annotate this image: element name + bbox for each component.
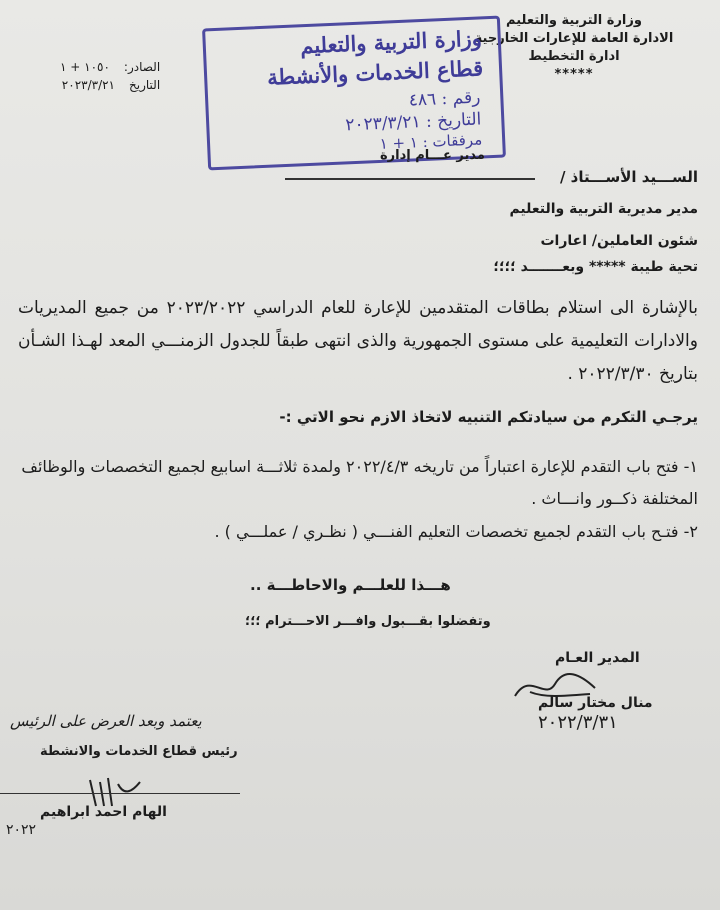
ministry-name: وزارة التربية والتعليم bbox=[506, 13, 642, 28]
closing-knowledge: هـــذا للعلـــم والاحاطـــة .. bbox=[250, 576, 451, 594]
addressee-department: شئون العاملين/ اعارات bbox=[540, 233, 698, 249]
list-item: ٢- فتـح باب التقدم لجميع تخصصات التعليم الفنـــي ( نظـري / عملـــي ) . bbox=[214, 522, 698, 541]
ref-number-value: ١٠٥٠ + ١ bbox=[60, 60, 110, 74]
closing-respect: وتفضلوا بقـــبول وافـــر الاحـــترام ؛؛؛ bbox=[245, 614, 491, 629]
ref-date-label: التاريخ bbox=[129, 78, 161, 92]
addressee-line bbox=[285, 178, 535, 180]
ref-date-value: ٢٠٢٣/٣/٢١ bbox=[61, 78, 115, 92]
sector-head-name: الهام احمد ابراهيم bbox=[40, 804, 167, 820]
list-item: ١- فتح باب التقدم للإعارة اعتباراً من تاريخه ٢٠٢٢/٤/٣ ولمدة ثلاثـــة اسابيع لجميع التخصصات والوظائف المختلفة ذكــور وانـــاث . bbox=[21, 457, 698, 508]
ref-number-label: الصادر: bbox=[123, 60, 161, 74]
stamp-date: التاريخ : ٢٠٢٣/٣/٢١ bbox=[344, 109, 482, 136]
stamp-attachments: مرفقات : ١ + ١ bbox=[379, 130, 483, 153]
general-manager-date: ٢٠٢٢/٣/٣١ bbox=[538, 712, 618, 733]
sector-head-date: ٢٠٢٢ bbox=[6, 822, 37, 838]
director-label: مدير عـــام إدارة bbox=[380, 148, 485, 163]
sector-head-title: رئيس قطاع الخدمات والانشطة bbox=[40, 744, 238, 759]
general-manager-title: المدير العـام bbox=[555, 650, 640, 666]
greeting: تحية طيبة ***** وبعـــــــد ؛؛؛؛ bbox=[493, 259, 698, 275]
stamp-line-sector: قطاع الخدمات والأنشطة bbox=[266, 55, 484, 90]
general-manager-name: منال مختار سالم bbox=[538, 695, 653, 711]
body-paragraph: بالإشارة الى استلام بطاقات المتقدمين للإعارة للعام الدراسي ٢٠٢٣/٢٠٢٢ من جميع المديريات والادارات التعليمية على مستوى الجمهورية والذى انتهى طبقاً للجدول الزمنـــي المعد لهـذا الشـأن بتاريخ ٢٠٢٢/٣/٣٠ . bbox=[18, 298, 698, 384]
addressee-salutation: الســـيد الأســـتاذ / bbox=[559, 168, 698, 186]
handwritten-note: يعتمد وبعد العرض على الرئيس bbox=[10, 712, 202, 730]
signature-line bbox=[0, 793, 240, 794]
request-line: يرجـي التكرم من سيادتكم التنبيه لاتخاذ الازم نحو الاتي :- bbox=[279, 408, 698, 426]
department-name: الادارة العامة للإعارات الخارجية bbox=[474, 31, 674, 46]
section-name: ادارة التخطيط bbox=[528, 49, 620, 64]
header-stars: ***** bbox=[554, 67, 594, 82]
stamp-line-ministry: وزارة التربية والتعليم bbox=[299, 25, 483, 59]
stamp-number: رقم : ٤٨٦ bbox=[408, 87, 481, 111]
addressee-title: مدير مديرية التربية والتعليم bbox=[509, 201, 698, 217]
reference-block bbox=[60, 58, 160, 94]
